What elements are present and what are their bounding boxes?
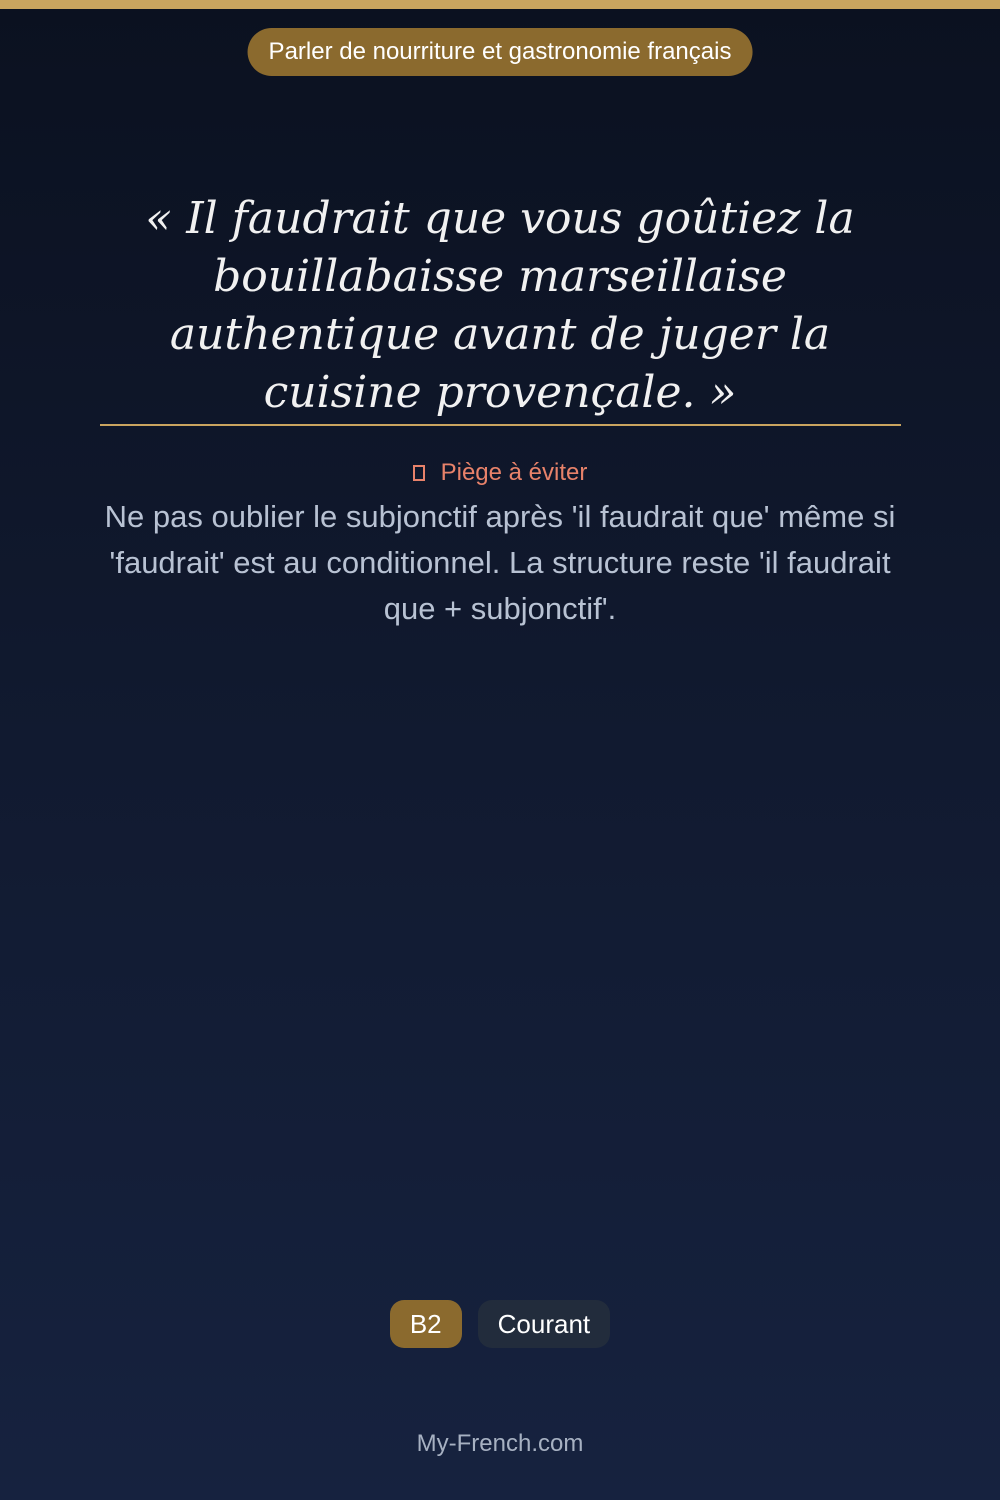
topic-badge: Parler de nourriture et gastronomie français [248, 28, 753, 76]
pitfall-title: Piège à éviter [440, 459, 588, 486]
warning-icon [413, 465, 425, 481]
example-sentence: « Il faudrait que vous goûtiez la bouillabaisse marseillaise authentique avant de juger la cuisine provençale. » [145, 193, 855, 418]
register-badge: Courant [478, 1300, 611, 1348]
pitfall-explanation: Ne pas oublier le subjonctif après 'il faudrait que' même si 'faudrait' est au conditionnel. La structure reste 'il faudrait que + subjonctif'. [104, 499, 896, 626]
pitfall-heading [0, 456, 1000, 490]
level-badge: B2 [390, 1300, 462, 1348]
tag-row [0, 1300, 1000, 1348]
top-accent-bar [0, 0, 1000, 9]
divider [100, 424, 901, 426]
site-watermark: My-French.com [416, 1430, 584, 1457]
